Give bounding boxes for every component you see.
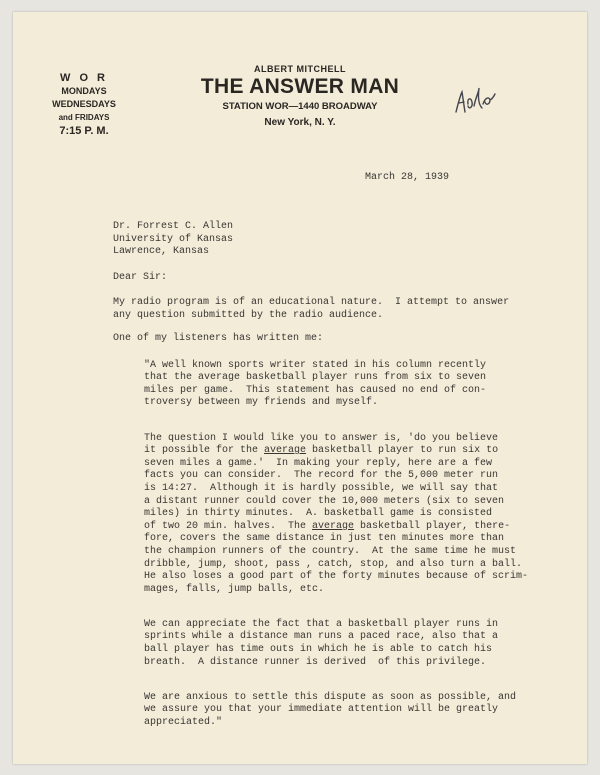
program-title: THE ANSWER MAN bbox=[200, 75, 400, 98]
broadcast-schedule bbox=[44, 72, 124, 138]
salutation: Dear Sir: bbox=[113, 272, 168, 283]
body-line: any question submitted by the radio audience. bbox=[113, 309, 384, 321]
quote-line: ball player has time outs in which he is able to catch his bbox=[144, 644, 493, 656]
quoted-letter bbox=[144, 347, 528, 752]
quote-paragraph-2 bbox=[144, 433, 528, 597]
quote-fragment: it possible for the bbox=[144, 445, 265, 457]
schedule-day-1: MONDAYS bbox=[61, 86, 107, 96]
quote-paragraph-4 bbox=[144, 692, 528, 730]
handwritten-initials bbox=[452, 82, 498, 118]
quote-line: is 14:27. Although it is hardly possible, we will say that bbox=[144, 482, 499, 494]
underlined-word: average bbox=[264, 445, 307, 457]
quote-line: facts you can consider. The record for the 5,000 meter run bbox=[144, 470, 499, 482]
body-paragraph-1 bbox=[113, 297, 509, 322]
station-address: STATION WOR—1440 BROADWAY bbox=[222, 101, 378, 112]
letterhead bbox=[190, 64, 410, 128]
quote-fragment: basketball player, there- bbox=[354, 520, 511, 532]
letter-date: March 28, 1939 bbox=[365, 172, 450, 183]
schedule-day-2: WEDNESDAYS bbox=[52, 99, 116, 109]
letterhead-city: New York, N. Y. bbox=[264, 117, 336, 128]
quote-line: sprints while a distance man runs a paced race, also that a bbox=[144, 631, 499, 643]
quote-line: breath. A distance runner is derived of this privilege. bbox=[144, 656, 487, 668]
quote-line: we assure you that your immediate attention will be greatly bbox=[144, 704, 499, 716]
quote-line bbox=[144, 521, 510, 532]
station-call-letters: W O R bbox=[60, 72, 108, 84]
recipient-name: Dr. Forrest C. Allen bbox=[113, 221, 234, 232]
quote-line: seven miles a game.' In making your reply, here are a few bbox=[144, 457, 493, 469]
quote-line: fore, covers the same distance in just ten minutes more than bbox=[144, 533, 505, 545]
quote-fragment: of two 20 min. halves. The bbox=[144, 520, 313, 532]
quote-line: We are anxious to settle this dispute as soon as possible, and bbox=[144, 691, 517, 703]
quote-line: He also loses a good part of the forty minutes because of scrim- bbox=[144, 571, 529, 583]
quote-paragraph-3 bbox=[144, 619, 528, 669]
quote-line bbox=[144, 445, 498, 456]
quote-line: dribble, jump, shoot, pass , catch, stop, and also turn a ball. bbox=[144, 558, 523, 570]
quote-line: troversy between my friends and myself. bbox=[144, 397, 379, 409]
quote-line: The question I would like you to answer is, 'do you believe bbox=[144, 432, 499, 444]
quote-paragraph-1 bbox=[144, 360, 528, 410]
quote-line: mages, falls, jump balls, etc. bbox=[144, 583, 325, 595]
recipient-organization: University of Kansas bbox=[113, 233, 234, 245]
body-paragraph-2: One of my listeners has written me: bbox=[113, 333, 324, 344]
recipient-address bbox=[113, 221, 233, 259]
recipient-city: Lawrence, Kansas bbox=[113, 246, 210, 258]
quote-line: the champion runners of the country. At the same time he must bbox=[144, 545, 517, 557]
underlined-word: average bbox=[312, 520, 355, 532]
body-line: My radio program is of an educational nature. I attempt to answer bbox=[113, 297, 510, 308]
schedule-day-3: and FRIDAYS bbox=[58, 113, 110, 122]
broadcast-time: 7:15 P. M. bbox=[59, 125, 109, 137]
quote-fragment: basketball player to run six to bbox=[306, 445, 499, 457]
quote-line: miles per game. This statement has caused no end of con- bbox=[144, 384, 487, 396]
quote-line: miles) in thirty minutes. A. basketball game is consisted bbox=[144, 508, 493, 520]
quote-line: that the average basketball player runs from six to seven bbox=[144, 372, 487, 384]
quote-line: We can appreciate the fact that a basketball player runs in bbox=[144, 618, 499, 630]
quote-line: appreciated." bbox=[144, 717, 223, 729]
sender-name: ALBERT MITCHELL bbox=[254, 64, 346, 74]
quote-line: "A well known sports writer stated in his column recently bbox=[144, 359, 487, 371]
quote-line: a distant runner could cover the 10,000 meters (six to seven bbox=[144, 495, 505, 507]
